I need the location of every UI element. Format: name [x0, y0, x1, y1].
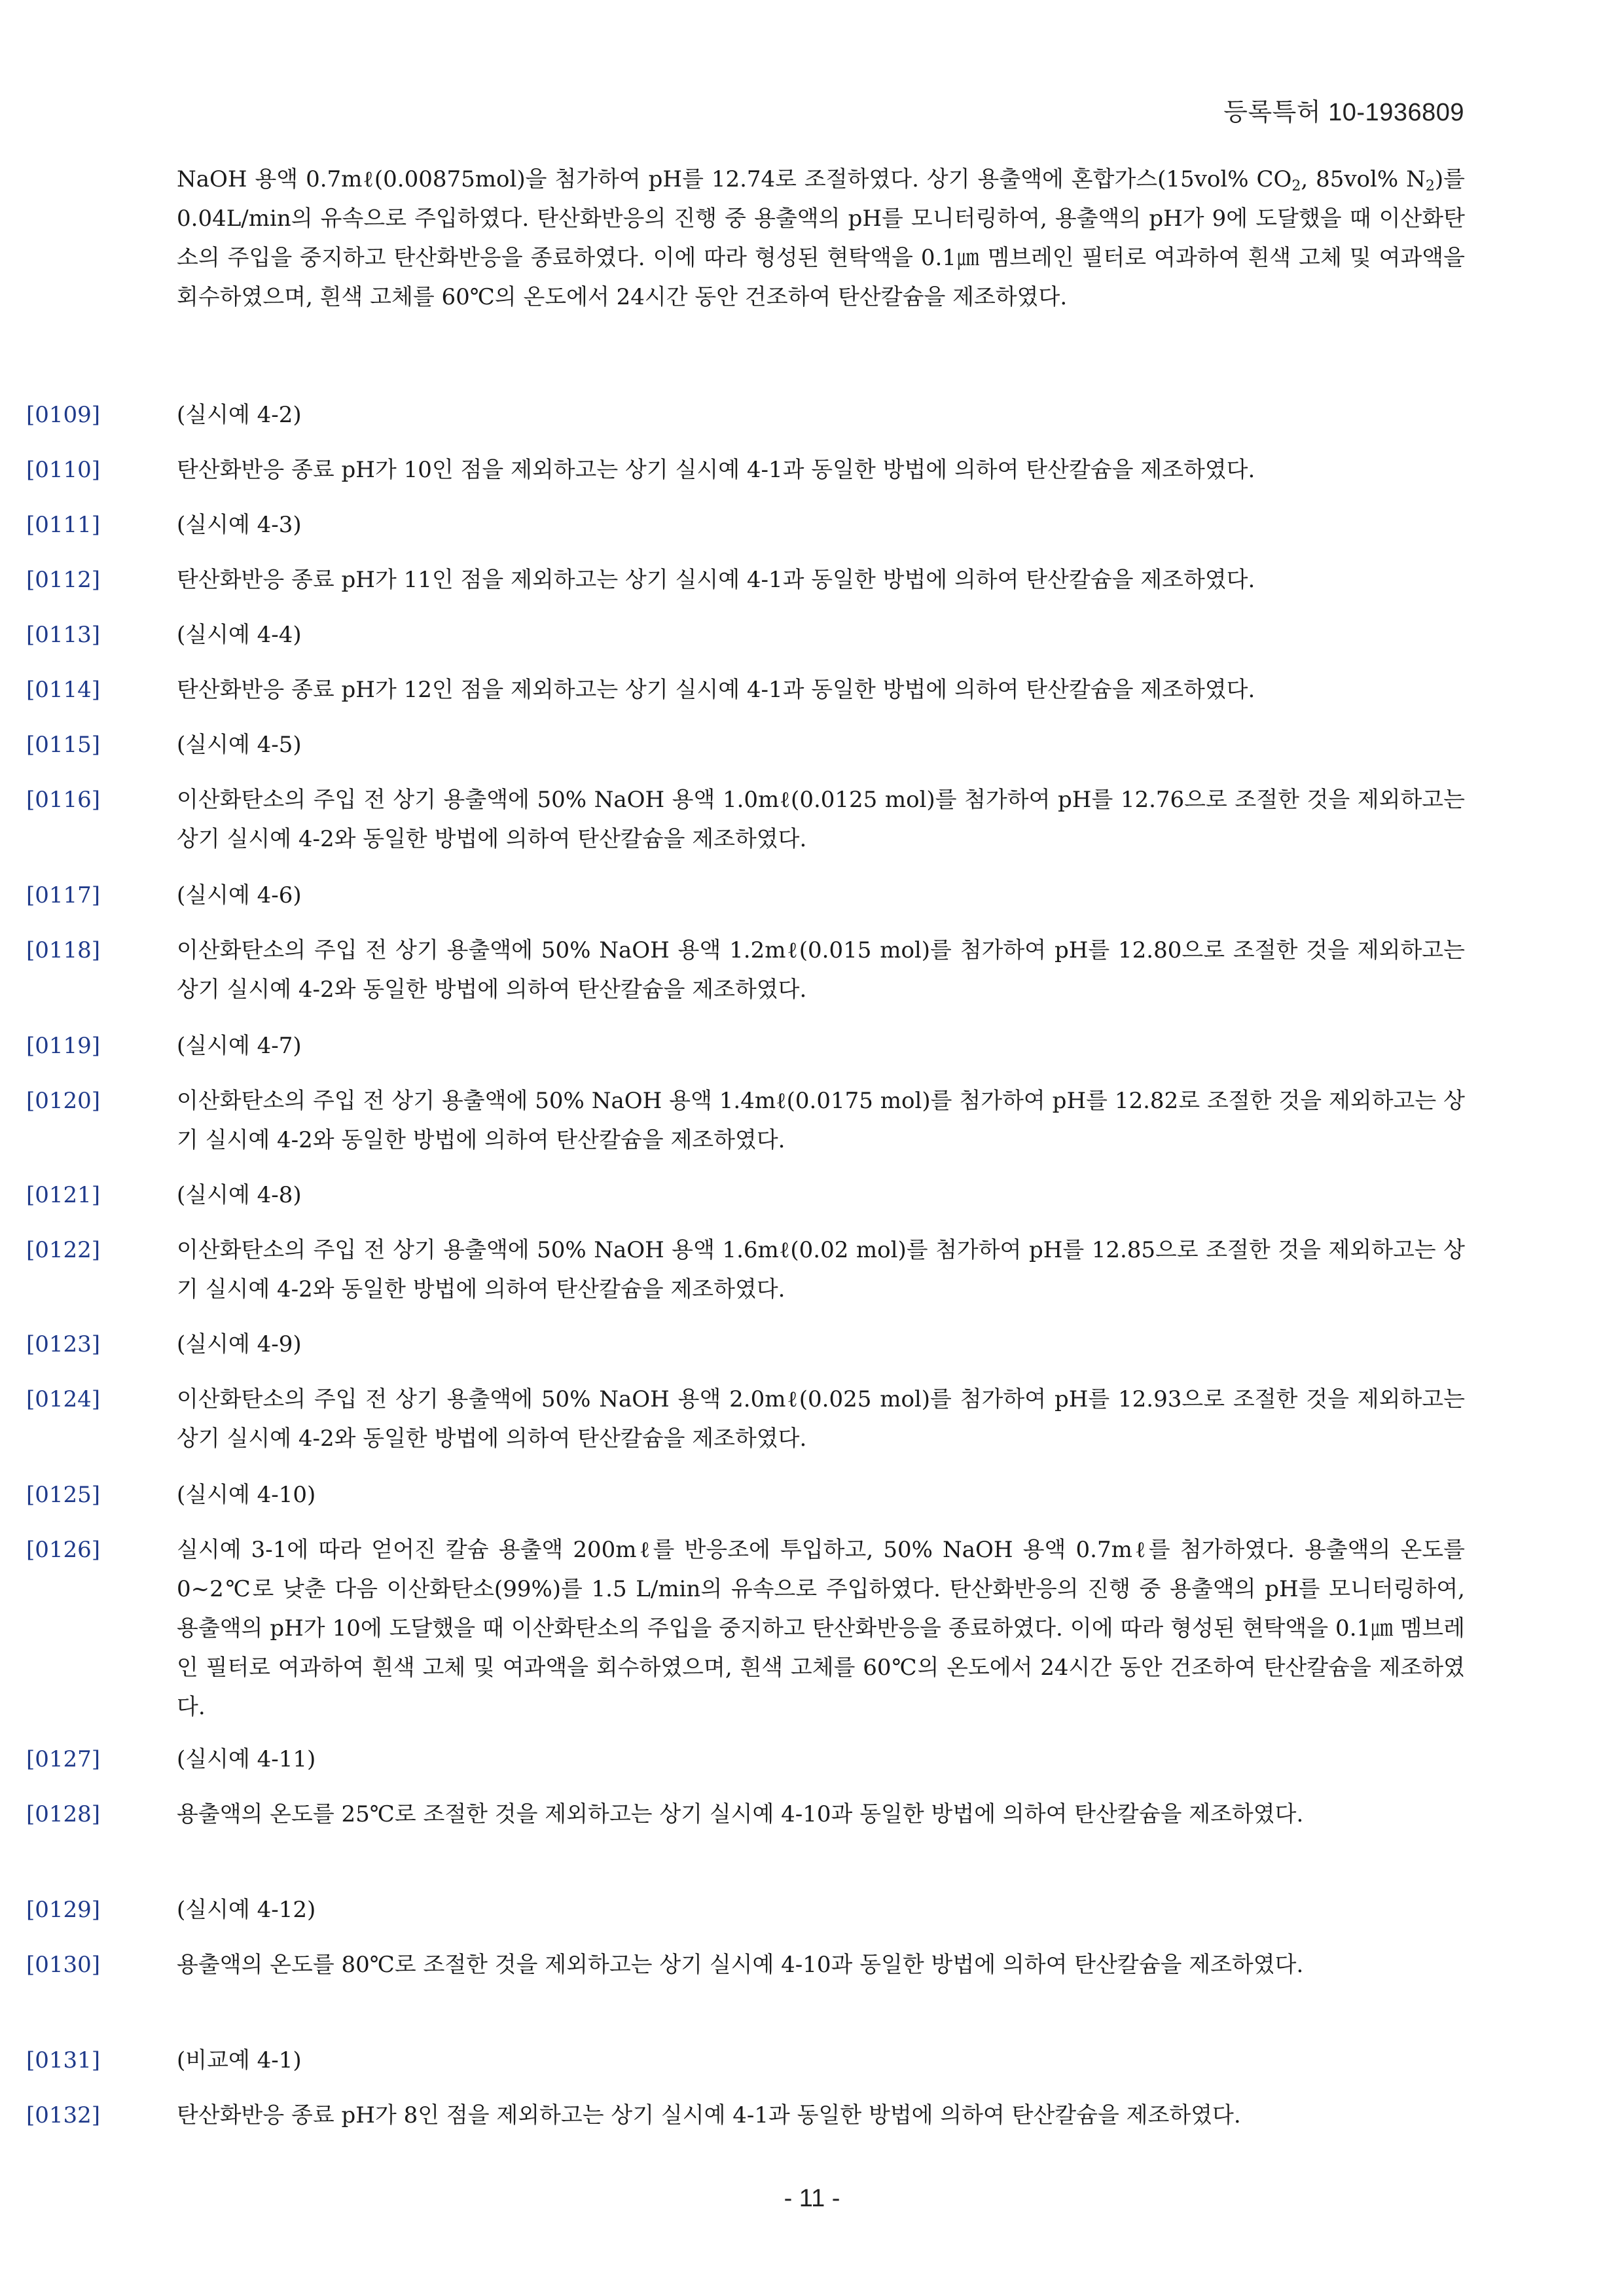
- paragraph-number: [0120]: [26, 1088, 101, 1114]
- intro-line2-b: )를 0.04L/min의 유속으로 주입하였다. 탄산화반응의 진행 중 용출액의 pH를 모니터링하여, 용출액의 pH가 9에 도달했을 때 이산화탄소의 주입을 중지하고 탄산화반응을 종료하였다. 이에 따라 형성된 현탁액을 0.1㎛ 멤브레인 필터로 여과하여 흰색 고체 및 여과액을 회수하였으며, 흰색 고체를 60℃의 온도에서 24시간 동안 건조하여 탄산칼슘을 제조하였다.: [177, 166, 1465, 310]
- paragraph-number: [0116]: [26, 787, 101, 813]
- paragraph-text: 이산화탄소의 주입 전 상기 용출액에 50% NaOH 용액 1.0mℓ(0.0125 mol)를 첨가하여 pH를 12.76으로 조절한 것을 제외하고는 상기 실시예 4-2와 동일한 방법에 의하여 탄산칼슘을 제조하였다.: [177, 787, 1465, 852]
- paragraph-number: [0124]: [26, 1386, 101, 1412]
- paragraph-text: (실시예 4-9): [177, 1331, 302, 1357]
- intro-line1-a: NaOH 용액 0.7mℓ(0.00875mol)을 첨가하여 pH를 12.74로 조절하였다. 상기 용출액에 혼합가스(15vol% CO: [177, 166, 1292, 192]
- paragraph-text: 탄산화반응 종료 pH가 8인 점을 제외하고는 상기 실시예 4-1과 동일한 방법에 의하여 탄산칼슘을 제조하였다.: [177, 2102, 1241, 2128]
- paragraph-text: 이산화탄소의 주입 전 상기 용출액에 50% NaOH 용액 1.6mℓ(0.02 mol)를 첨가하여 pH를 12.85으로 조절한 것을 제외하고는 상기 실시예 4-2와 동일한 방법에 의하여 탄산칼슘을 제조하였다.: [177, 1237, 1465, 1302]
- paragraph-number: [0113]: [26, 622, 101, 648]
- paragraph-number: [0127]: [26, 1746, 101, 1772]
- page-number: - 11 -: [784, 2185, 840, 2212]
- paragraph-number: [0132]: [26, 2102, 101, 2128]
- paragraph-number: [0123]: [26, 1331, 101, 1357]
- patent-number: 등록특허 10-1936809: [1223, 99, 1464, 126]
- paragraph-number: [0111]: [26, 512, 101, 538]
- paragraph-number: [0117]: [26, 882, 101, 908]
- paragraph-text: 탄산화반응 종료 pH가 10인 점을 제외하고는 상기 실시예 4-1과 동일한 방법에 의하여 탄산칼슘을 제조하였다.: [177, 457, 1255, 483]
- paragraph-text: 실시예 3-1에 따라 얻어진 칼슘 용출액 200mℓ를 반응조에 투입하고, 50% NaOH 용액 0.7mℓ를 첨가하였다. 용출액의 온도를 0~2℃로 낮춘 다음 이산화탄소(99%)를 1.5 L/min의 유속으로 주입하였다. 탄산화반응의 진행 중 용출액의 pH를 모니터링하여, 용출액의 pH가 10에 도달했을 때 이산화탄소의 주입을 중지하고 탄산화반응을 종료하였다. 이에 따라 형성된 현탁액을 0.1㎛ 멤브레인 필터로 여과하여 흰색 고체 및 여과액을 회수하였으며, 흰색 고체를 60℃의 온도에서 24시간 동안 건조하여 탄산칼슘을 제조하였다.: [177, 1537, 1465, 1720]
- paragraph-number: [0125]: [26, 1482, 101, 1508]
- paragraph-text: (실시예 4-8): [177, 1182, 302, 1208]
- paragraph-number: [0126]: [26, 1537, 101, 1563]
- paragraph-text: (실시예 4-3): [177, 512, 302, 538]
- paragraph-text: 이산화탄소의 주입 전 상기 용출액에 50% NaOH 용액 2.0mℓ(0.025 mol)를 첨가하여 pH를 12.93으로 조절한 것을 제외하고는 상기 실시예 4-2와 동일한 방법에 의하여 탄산칼슘을 제조하였다.: [177, 1386, 1466, 1452]
- paragraph-text: 용출액의 온도를 80℃로 조절한 것을 제외하고는 상기 실시예 4-10과 동일한 방법에 의하여 탄산칼슘을 제조하였다.: [177, 1952, 1304, 1978]
- intro-line2-a: 85vol% N: [1316, 166, 1426, 192]
- paragraph-text: 이산화탄소의 주입 전 상기 용출액에 50% NaOH 용액 1.4mℓ(0.0175 mol)를 첨가하여 pH를 12.82로 조절한 것을 제외하고는 상기 실시예 4-2와 동일한 방법에 의하여 탄산칼슘을 제조하였다.: [177, 1088, 1465, 1153]
- paragraph-text: 탄산화반응 종료 pH가 11인 점을 제외하고는 상기 실시예 4-1과 동일한 방법에 의하여 탄산칼슘을 제조하였다.: [177, 567, 1255, 593]
- paragraph-text: (실시예 4-2): [177, 402, 302, 428]
- paragraph-text: (실시예 4-10): [177, 1482, 316, 1508]
- paragraph-number: [0121]: [26, 1182, 101, 1208]
- intro-line1-sub: 2: [1291, 178, 1301, 194]
- paragraph-number: [0131]: [26, 2047, 101, 2073]
- paragraph-number: [0128]: [26, 1801, 101, 1827]
- intro-line2-sub: 2: [1425, 178, 1435, 194]
- paragraph-text: (실시예 4-7): [177, 1033, 302, 1059]
- paragraph-number: [0114]: [26, 677, 101, 703]
- paragraph-text: (실시예 4-5): [177, 732, 302, 758]
- paragraph-number: [0109]: [26, 402, 101, 428]
- paragraph-text: (실시예 4-4): [177, 622, 302, 648]
- intro-line1-b: ,: [1301, 166, 1308, 192]
- paragraph-text: 용출액의 온도를 25℃로 조절한 것을 제외하고는 상기 실시예 4-10과 동일한 방법에 의하여 탄산칼슘을 제조하였다.: [177, 1801, 1304, 1827]
- paragraph-number: [0119]: [26, 1033, 101, 1059]
- paragraph-text: 이산화탄소의 주입 전 상기 용출액에 50% NaOH 용액 1.2mℓ(0.015 mol)를 첨가하여 pH를 12.80으로 조절한 것을 제외하고는 상기 실시예 4-2와 동일한 방법에 의하여 탄산칼슘을 제조하였다.: [177, 937, 1466, 1003]
- paragraph-number: [0129]: [26, 1897, 101, 1923]
- paragraph-text: (실시예 4-12): [177, 1897, 316, 1923]
- paragraph-number: [0115]: [26, 732, 101, 758]
- paragraph-number: [0112]: [26, 567, 101, 593]
- paragraph-text: (실시예 4-11): [177, 1746, 316, 1772]
- paragraph-number: [0130]: [26, 1952, 101, 1978]
- paragraph-text: 탄산화반응 종료 pH가 12인 점을 제외하고는 상기 실시예 4-1과 동일한 방법에 의하여 탄산칼슘을 제조하였다.: [177, 677, 1255, 703]
- paragraph-number: [0122]: [26, 1237, 101, 1263]
- paragraph-text: (실시예 4-6): [177, 882, 302, 908]
- intro-paragraph: [177, 160, 1465, 317]
- paragraph-number: [0118]: [26, 937, 101, 963]
- paragraph-text: (비교예 4-1): [177, 2047, 302, 2073]
- paragraph-number: [0110]: [26, 457, 101, 483]
